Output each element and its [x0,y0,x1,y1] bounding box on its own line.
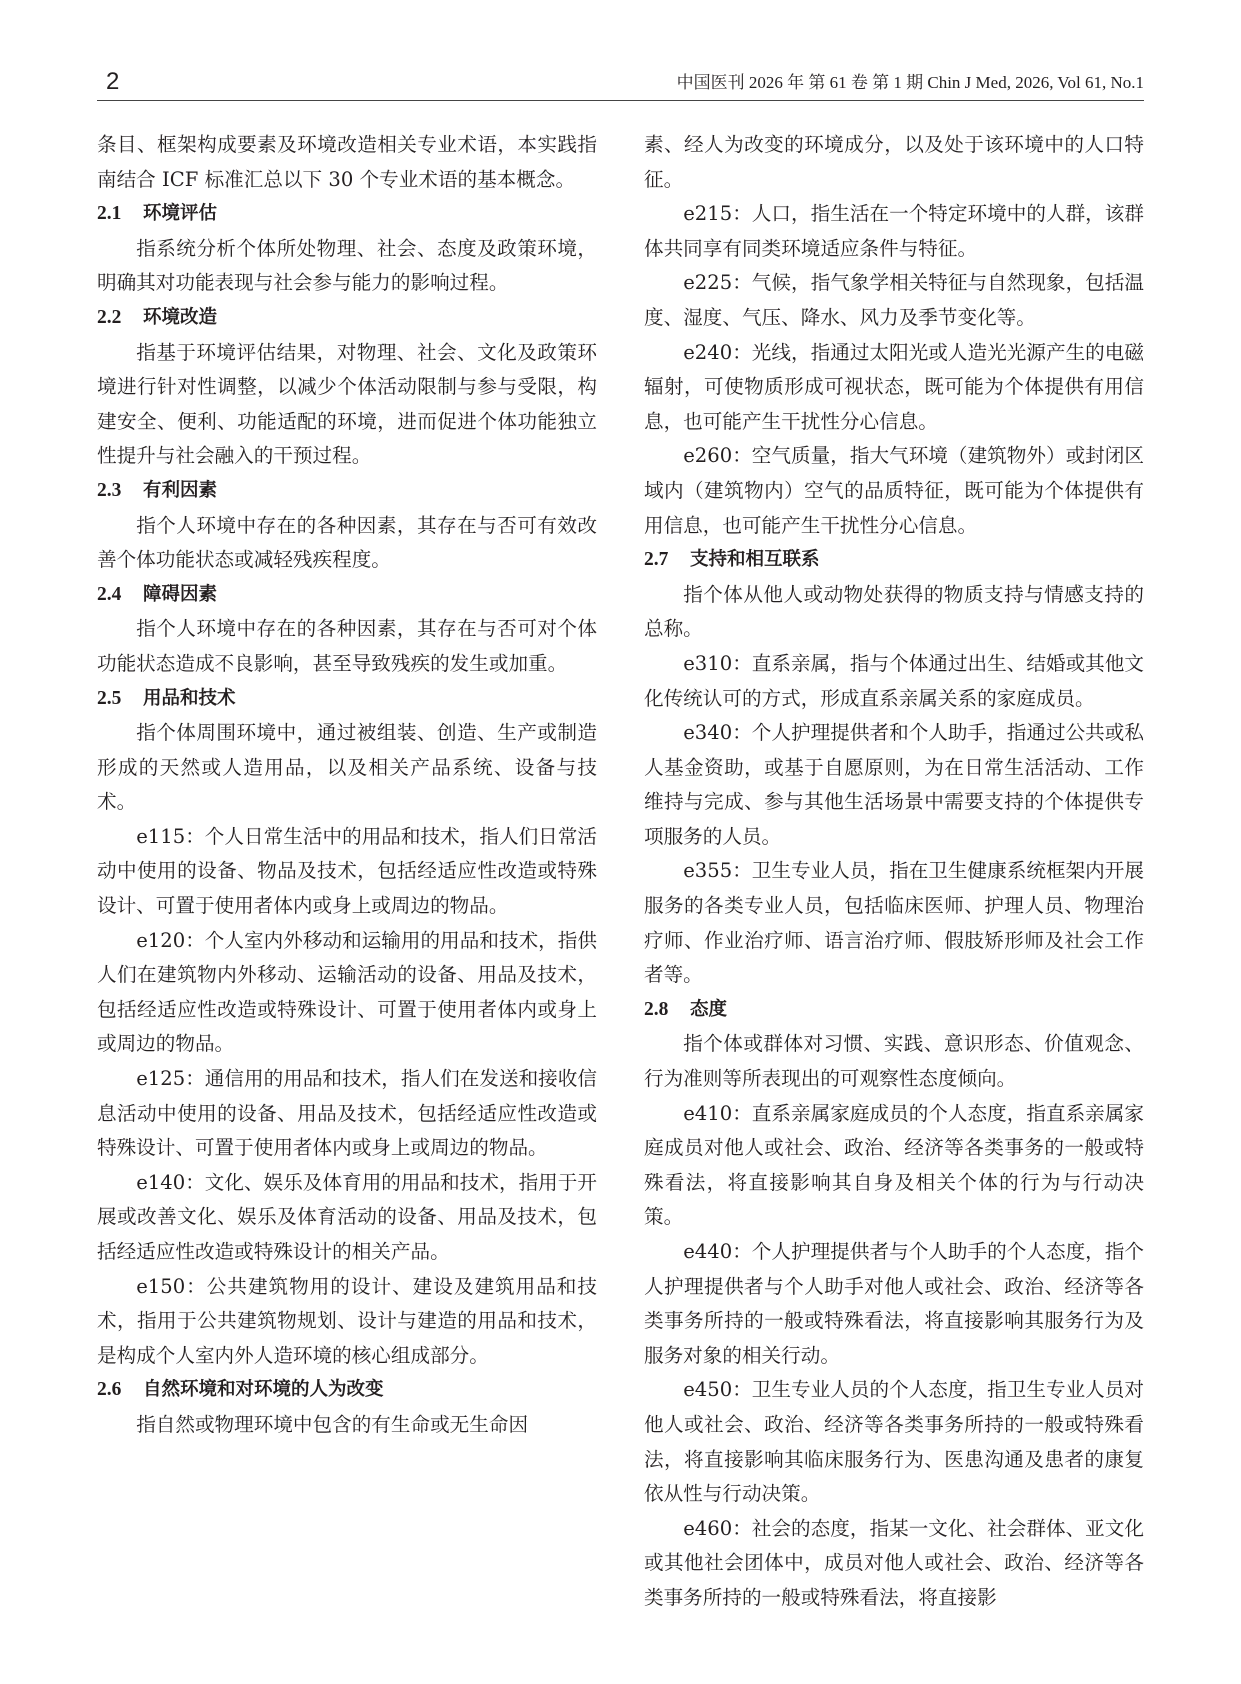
section-heading [97,301,597,336]
section-number: 2.2 [97,306,122,328]
paragraph: e215：人口，指生活在一个特定环境中的人群，该群体共同享有同类环境适应条件与特征。 [644,202,1144,260]
section-title: 环境评估 [143,203,218,225]
section-heading [97,1373,597,1408]
section-title: 支持和相互联系 [690,549,820,571]
section-heading [644,543,1144,578]
section-heading [97,474,597,509]
paragraph: 指个体或群体对习惯、实践、意识形态、价值观念、行为准则等所表现出的可观察性态度倾向。 [644,1032,1144,1091]
paragraph: e340：个人护理提供者和个人助手，指通过公共或私人基金资助，或基于自愿原则，为在日常生活活动、工作维持与完成、参与其他生活场景中需要支持的个体提供专项服务的人员。 [644,721,1144,848]
section-heading [644,993,1144,1028]
section-heading [97,197,597,232]
section-title: 有利因素 [143,479,218,501]
section-number: 2.1 [97,203,122,225]
journal-citation: 中国医刊 2026 年 第 61 卷 第 1 期 Chin J Med, 2026, Vol 61, No.1 [676,73,1144,92]
page-number: 2 [106,68,120,95]
section-title: 环境改造 [143,306,218,328]
paragraph: 指自然或物理环境中包含的有生命或无生命因 [136,1412,529,1436]
paragraph: e240：光线，指通过太阳光或人造光光源产生的电磁辐射，可使物质形成可视状态，既可能为个体提供有用信息，也可能产生干扰性分心信息。 [644,340,1144,433]
section-number: 2.4 [97,583,122,605]
paragraph: 指个体从他人或动物处获得的物质支持与情感支持的总称。 [644,582,1144,641]
section-heading [97,682,597,717]
paragraph: e150：公共建筑物用的设计、建设及建筑用品和技术，指用于公共建筑物规划、设计与建造的用品和技术，是构成个人室内外人造环境的核心组成部分。 [97,1274,597,1367]
page-header [97,66,1144,101]
section-number: 2.6 [97,1379,122,1401]
section-number: 2.7 [644,549,669,571]
paragraph: e125：通信用的用品和技术，指人们在发送和接收信息活动中使用的设备、用品及技术，包括经适应性改造或特殊设计、可置于使用者体内或身上或周边的物品。 [97,1067,597,1160]
section-number: 2.3 [97,479,122,501]
paragraph: e440：个人护理提供者与个人助手的个人态度，指个人护理提供者与个人助手对他人或社会、政治、经济等各类事务所持的一般或特殊看法，将直接影响其服务行为及服务对象的相关行动。 [644,1240,1144,1367]
section-title: 用品和技术 [143,687,236,709]
paragraph: e460：社会的态度，指某一文化、社会群体、亚文化或其他社会团体中，成员对他人或社会、政治、经济等各类事务所持的一般或特殊看法，将直接影 [644,1516,1144,1609]
paragraph: 指基于环境评估结果，对物理、社会、文化及政策环境进行针对性调整，以减少个体活动限制与参与受限，构建安全、便利、功能适配的环境，进而促进个体功能独立性提升与社会融入的干预过程。 [97,340,597,468]
section-title: 态度 [690,998,728,1020]
paragraph: e225：气候，指气象学相关特征与自然现象，包括温度、湿度、气压、降水、风力及季节变化等。 [644,271,1144,329]
paragraph: e355：卫生专业人员，指在卫生健康系统框架内开展服务的各类专业人员，包括临床医师、护理人员、物理治疗师、作业治疗师、语言治疗师、假肢矫形师及社会工作者等。 [644,859,1144,987]
section-number: 2.5 [97,687,122,709]
paragraph: e260：空气质量，指大气环境（建筑物外）或封闭区域内（建筑物内）空气的品质特征，既可能为个体提供有用信息，也可能产生干扰性分心信息。 [644,444,1144,537]
paragraph: e140：文化、娱乐及体育用的用品和技术，指用于开展或改善文化、娱乐及体育活动的设备、用品及技术，包括经适应性改造或特殊设计的相关产品。 [97,1170,597,1263]
section-title: 障碍因素 [143,583,218,605]
paragraph: e115：个人日常生活中的用品和技术，指人们日常活动中使用的设备、物品及技术，包括经适应性改造或特殊设计、可置于使用者体内或身上或周边的物品。 [97,824,597,918]
paragraph: e120：个人室内外移动和运输用的用品和技术，指供人们在建筑物内外移动、运输活动的设备、用品及技术，包括经适应性改造或特殊设计、可置于使用者体内或身上或周边的物品。 [97,928,597,1056]
section-number: 2.8 [644,998,669,1020]
section-heading [97,578,597,613]
paragraph: 条目、框架构成要素及环境改造相关专业术语，本实践指南结合 ICF 标准汇总以下 30 个专业术语的基本概念。 [97,133,597,191]
paragraph: 指个人环境中存在的各种因素，其存在与否可有效改善个体功能状态或减轻残疾程度。 [97,513,597,572]
section-title: 自然环境和对环境的人为改变 [143,1379,384,1401]
paragraph: e310：直系亲属，指与个体通过出生、结婚或其他文化传统认可的方式，形成直系亲属关系的家庭成员。 [644,651,1144,710]
left-column [97,128,597,1443]
right-column [644,128,1144,1616]
paragraph: 指系统分析个体所处物理、社会、态度及政策环境，明确其对功能表现与社会参与能力的影响过程。 [97,236,597,295]
paragraph: 指个体周围环境中，通过被组装、创造、生产或制造形成的天然或人造用品，以及相关产品系统、设备与技术。 [97,721,597,814]
paragraph: 素、经人为改变的环境成分，以及处于该环境中的人口特征。 [644,133,1144,191]
paragraph: 指个人环境中存在的各种因素，其存在与否可对个体功能状态造成不良影响，甚至导致残疾的发生或加重。 [97,617,597,675]
paragraph: e450：卫生专业人员的个人态度，指卫生专业人员对他人或社会、政治、经济等各类事务所持的一般或特殊看法，将直接影响其临床服务行为、医患沟通及患者的康复依从性与行动决策。 [644,1378,1144,1506]
paragraph: e410：直系亲属家庭成员的个人态度，指直系亲属家庭成员对他人或社会、政治、经济等各类事务的一般或特殊看法，将直接影响其自身及相关个体的行为与行动决策。 [644,1101,1144,1229]
